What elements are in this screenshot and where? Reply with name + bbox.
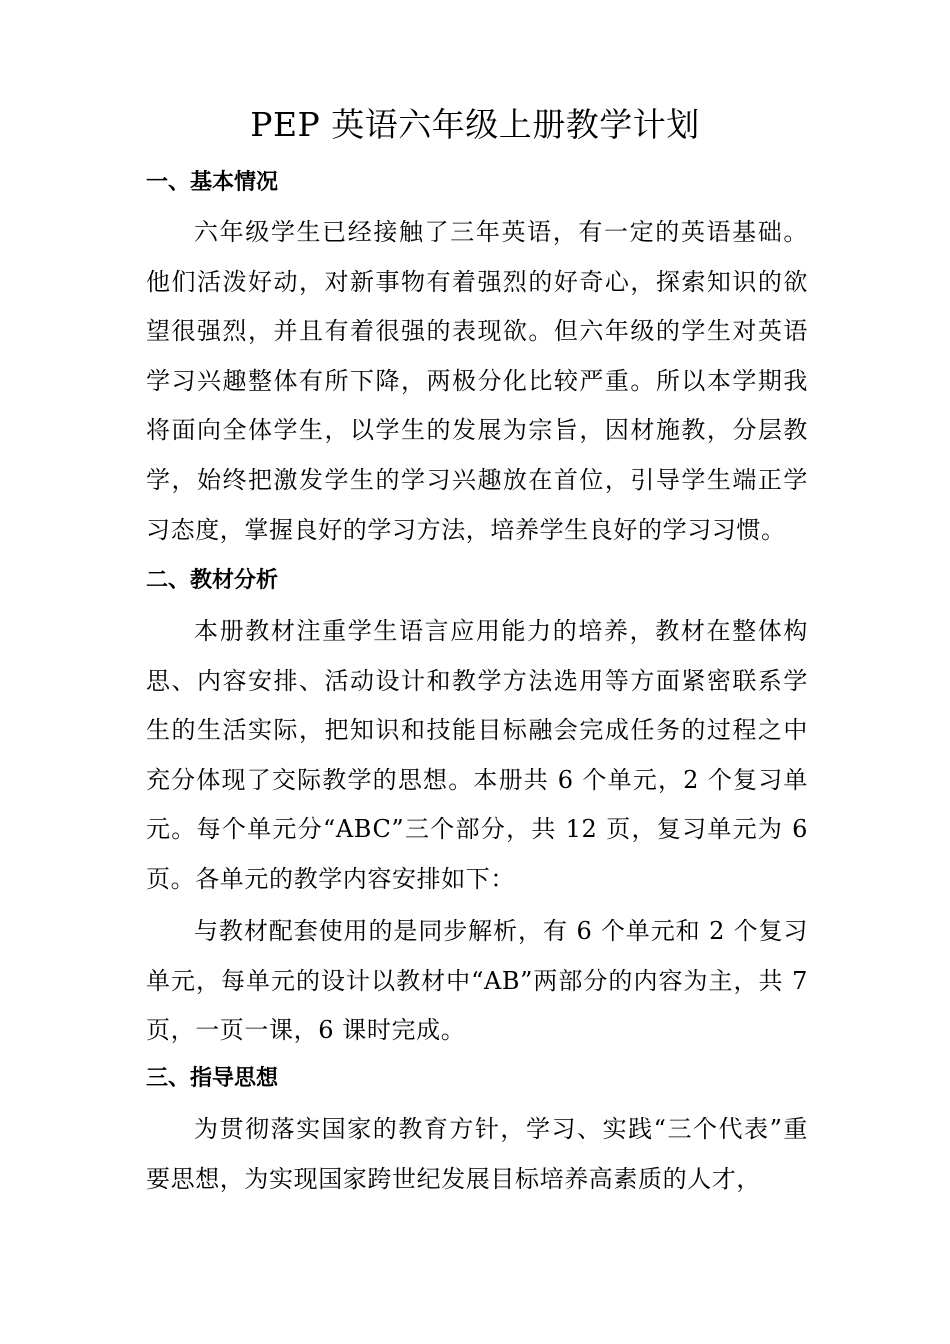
document-title: PEP 英语六年级上册教学计划 [250, 105, 700, 144]
section-paragraph: 为贯彻落实国家的教育方针，学习、实践“三个代表”重要思想，为实现国家跨世纪发展目标培养高素质的人才， [146, 1115, 808, 1193]
section-paragraph: 与教材配套使用的是同步解析，有 6 个单元和 2 个复习单元，每单元的设计以教材中“AB”两部分的内容为主，共 7 页，一页一课，6 课时完成。 [146, 917, 808, 1045]
section-heading-textbook-analysis: 二、教材分析 [146, 568, 279, 593]
section-paragraph: 本册教材注重学生语言应用能力的培养，教材在整体构思、内容安排、活动设计和教学方法选用等方面紧密联系学生的生活实际，把知识和技能目标融会完成任务的过程之中充分体现了交际教学的思想。本册共 6 个单元，2 个复习单元。每个单元分“ABC”三个部分，共 12 页，复习单元为 6 页。各单元的教学内容安排如下： [146, 617, 808, 893]
section-heading-basic-situation: 一、基本情况 [146, 170, 279, 195]
section-heading-guiding-ideology: 三、指导思想 [146, 1066, 279, 1091]
section-paragraph: 六年级学生已经接触了三年英语，有一定的英语基础。他们活泼好动，对新事物有着强烈的好奇心，探索知识的欲望很强烈，并且有着很强的表现欲。但六年级的学生对英语学习兴趣整体有所下降，两极分化比较严重。所以本学期我将面向全体学生，以学生的发展为宗旨，因材施教，分层教学，始终把激发学生的学习兴趣放在首位，引导学生端正学习态度，掌握良好的学习方法，培养学生良好的学习习惯。 [146, 218, 808, 544]
